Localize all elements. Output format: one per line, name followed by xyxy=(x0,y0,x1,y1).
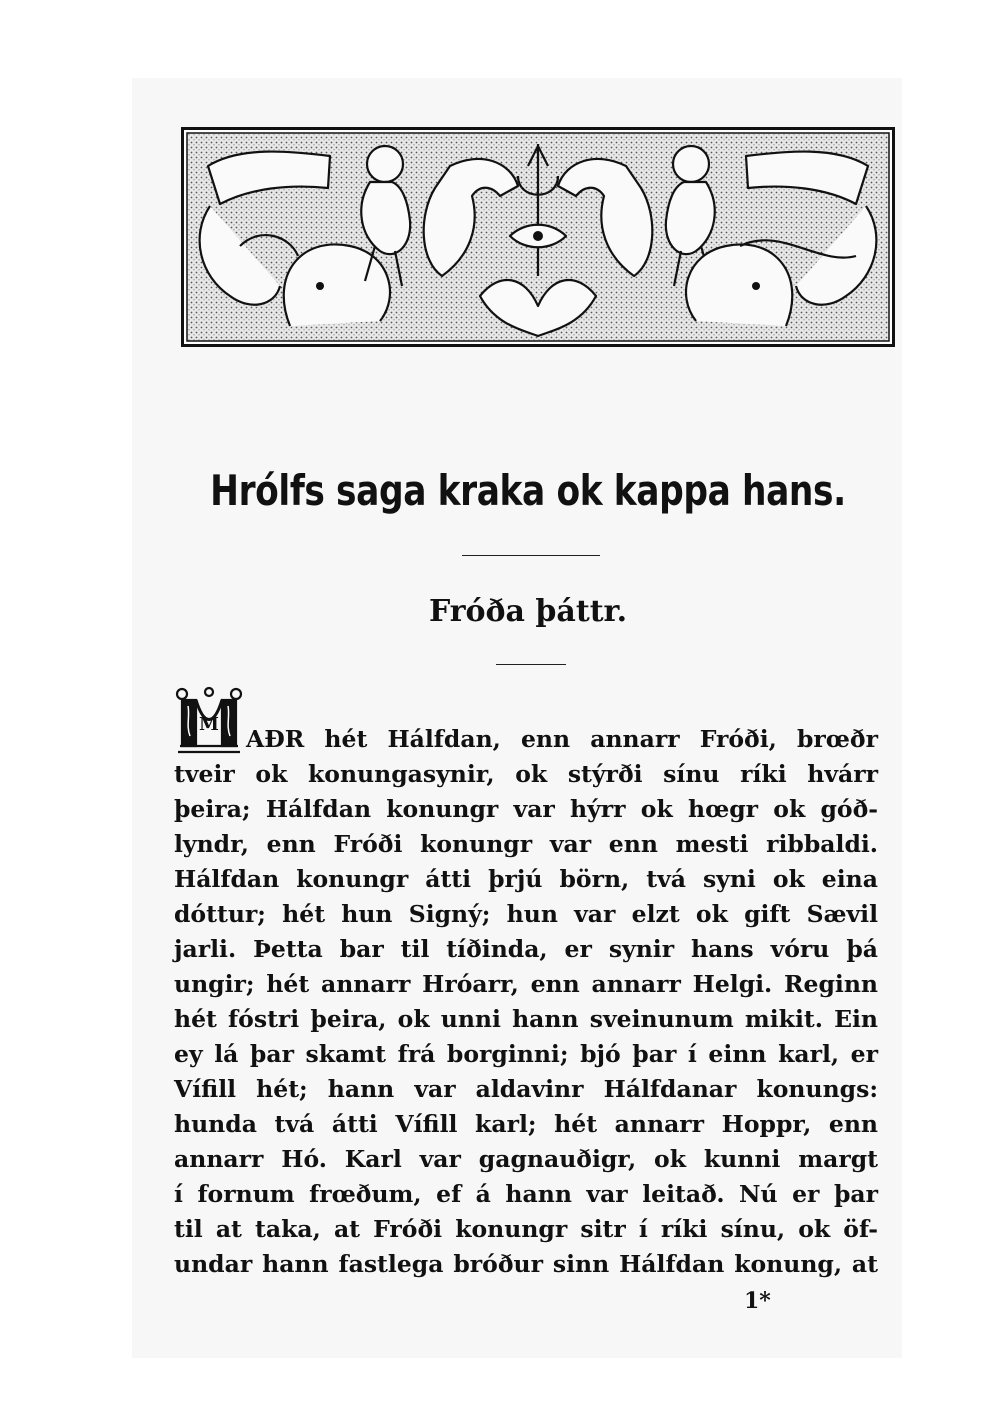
text-line: lyndr, enn Fróði konungr var enn mesti ribbaldi. xyxy=(174,830,878,858)
text-line: í fornum frœðum, ef á hann var leitað. Nú er þar xyxy=(174,1180,878,1208)
text-line: hunda tvá átti Vífill karl; hét annarr Hoppr, enn xyxy=(174,1110,878,1138)
text-line: AÐR hét Hálfdan, enn annarr Fróði, brœðr xyxy=(246,725,878,753)
text-line: Hálfdan konungr átti þrjú börn, tvá syni ok eina xyxy=(174,865,878,893)
body-text xyxy=(174,722,878,1282)
text-line: undar hann fastlega bróður sinn Hálfdan konung, at xyxy=(174,1250,878,1278)
text-line: ungir; hét annarr Hróarr, enn annarr Helgi. Reginn xyxy=(174,970,878,998)
drop-cap-letter: M xyxy=(199,714,219,735)
section-subtitle: Fróða þáttr. xyxy=(428,594,628,629)
ornamental-headpiece xyxy=(180,126,896,348)
text-line: annarr Hó. Karl var gagnauðigr, ok kunni margt xyxy=(174,1145,878,1173)
chapter-title: Hrólfs saga kraka ok kappa hans. xyxy=(210,466,846,515)
text-line: dóttur; hét hun Signý; hun var elzt ok gift Sævil xyxy=(174,900,878,928)
text-line: Vífill hét; hann var aldavinr Hálfdanar konungs: xyxy=(174,1075,878,1103)
text-line: hét fóstri þeira, ok unni hann sveinunum mikit. Ein xyxy=(174,1005,878,1033)
text-line: ey lá þar skamt frá borginni; bjó þar í einn karl, er xyxy=(174,1040,878,1068)
text-line: þeira; Hálfdan konungr var hýrr ok hœgr ok góð- xyxy=(174,795,878,823)
text-line: til at taka, at Fróði konungr sitr í ríki sínu, ok öf- xyxy=(174,1215,878,1243)
title-divider-rule xyxy=(462,555,600,556)
text-line: jarli. Þetta bar til tíðinda, er synir hans vóru þá xyxy=(174,935,878,963)
subtitle-divider-rule xyxy=(496,664,566,665)
text-line: tveir ok konungasynir, ok stýrði sínu ríki hvárr xyxy=(174,760,878,788)
page-folio: 1* xyxy=(744,1288,771,1314)
